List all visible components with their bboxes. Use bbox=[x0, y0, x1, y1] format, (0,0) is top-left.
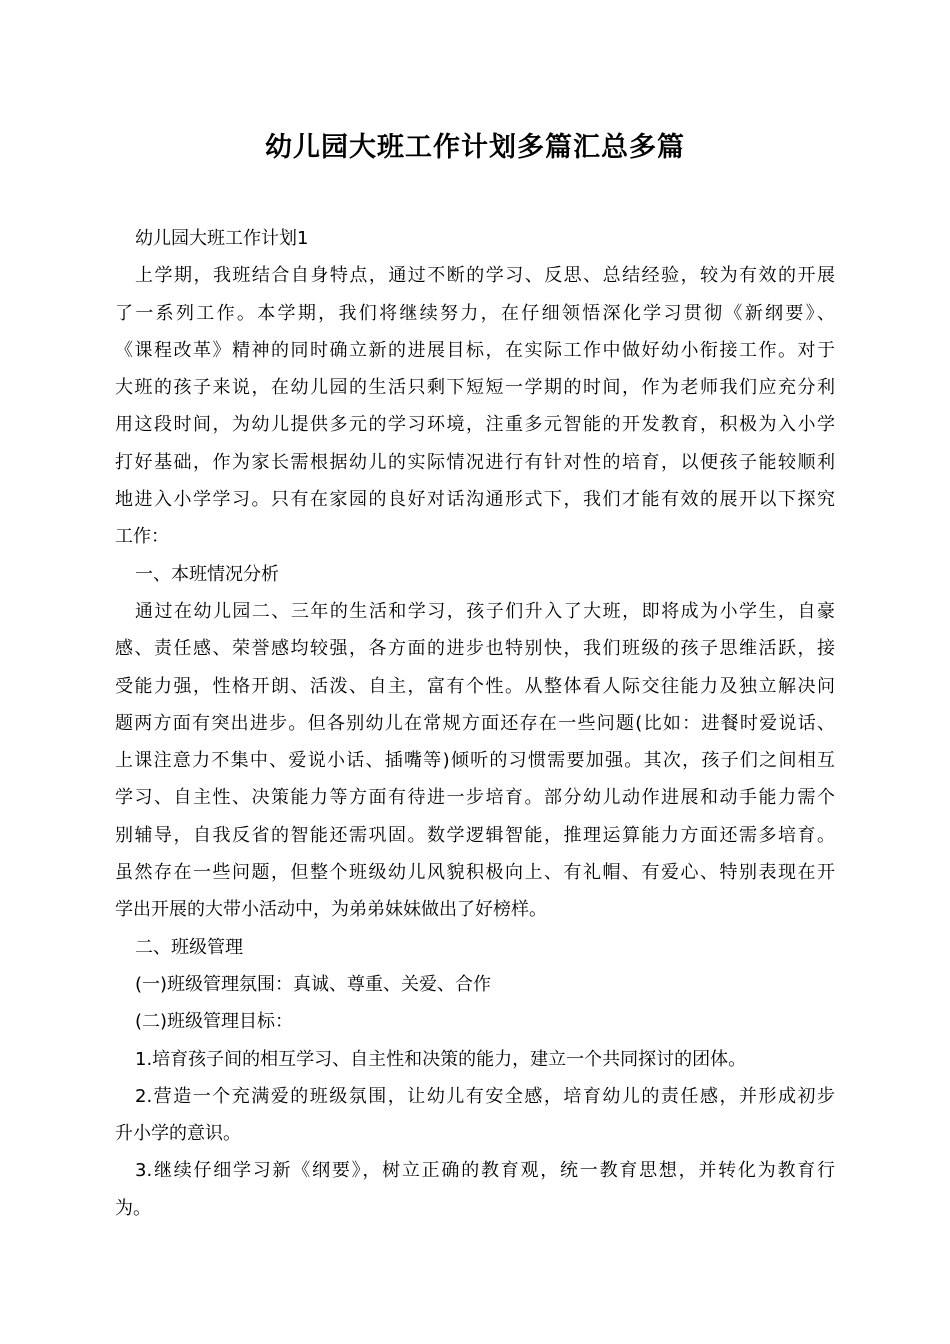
text-line: 虽然存在一些问题，但整个班级幼儿风貌积极向上、有礼帽、有爱心、特别表现在开 bbox=[115, 862, 835, 884]
text-line: 二、班级管理 bbox=[135, 936, 243, 958]
text-line: 上学期，我班结合自身特点，通过不断的学习、反思、总结经验，较为有效的开展 bbox=[135, 265, 835, 287]
text-line: 大班的孩子来说，在幼儿园的生活只剩下短短一学期的时间，作为老师我们应充分利 bbox=[115, 377, 835, 399]
text-line: 了一系列工作。本学期，我们将继续努力，在仔细领悟深化学习贯彻《新纲要》、 bbox=[115, 302, 835, 324]
text-line: 《课程改革》精神的同时确立新的进展目标，在实际工作中做好幼小衔接工作。对于 bbox=[115, 339, 835, 361]
text-line: 工作： bbox=[115, 526, 169, 548]
text-line: (二)班级管理目标： bbox=[135, 1011, 294, 1033]
document-body bbox=[115, 220, 835, 1227]
text-line: 别辅导，自我反省的智能还需巩固。数学逻辑智能，推理运算能力方面还需多培育。 bbox=[115, 824, 835, 846]
text-line: 上课注意力不集中、爱说小话、插嘴等)倾听的习惯需要加强。其次，孩子们之间相互 bbox=[115, 750, 835, 772]
text-line: 为。 bbox=[115, 1197, 151, 1219]
text-line: 用这段时间，为幼儿提供多元的学习环境，注重多元智能的开发教育，积极为入小学 bbox=[115, 414, 835, 436]
text-line: 学出开展的大带小活动中，为弟弟妹妹做出了好榜样。 bbox=[115, 899, 547, 921]
text-line: 题两方面有突出进步。但各别幼儿在常规方面还存在一些问题(比如：进餐时爱说话、 bbox=[115, 712, 835, 734]
text-line: 3.继续仔细学习新《纲要》，树立正确的教育观，统一教育思想，并转化为教育行 bbox=[135, 1160, 835, 1182]
text-line: 1.培育孩子间的相互学习、自主性和决策的能力，建立一个共同探讨的团体。 bbox=[135, 1048, 747, 1070]
text-line: 2.营造一个充满爱的班级氛围，让幼儿有安全感，培育幼儿的责任感，并形成初步 bbox=[135, 1085, 835, 1107]
text-line: 通过在幼儿园二、三年的生活和学习，孩子们升入了大班，即将成为小学生，自豪 bbox=[135, 600, 835, 622]
text-line: 一、本班情况分析 bbox=[135, 563, 279, 585]
document-title: 幼儿园大班工作计划多篇汇总多篇 bbox=[265, 132, 685, 163]
text-line: 打好基础，作为家长需根据幼儿的实际情况进行有针对性的培育，以便孩子能较顺利 bbox=[115, 451, 835, 473]
text-line: 幼儿园大班工作计划1 bbox=[135, 228, 309, 249]
text-line: 受能力强，性格开朗、活泼、自主，富有个性。从整体看人际交往能力及独立解决问 bbox=[115, 675, 835, 697]
text-line: 地进入小学学习。只有在家园的良好对话沟通形式下，我们才能有效的展开以下探究 bbox=[115, 489, 835, 511]
text-line: 升小学的意识。 bbox=[115, 1123, 241, 1145]
text-line: 感、责任感、荣誉感均较强，各方面的进步也特别快，我们班级的孩子思维活跃，接 bbox=[115, 638, 835, 660]
text-line: 学习、自主性、决策能力等方面有待进一步培育。部分幼儿动作进展和动手能力需个 bbox=[115, 787, 835, 809]
text-line: (一)班级管理氛围：真诚、尊重、关爱、合作 bbox=[135, 973, 492, 995]
